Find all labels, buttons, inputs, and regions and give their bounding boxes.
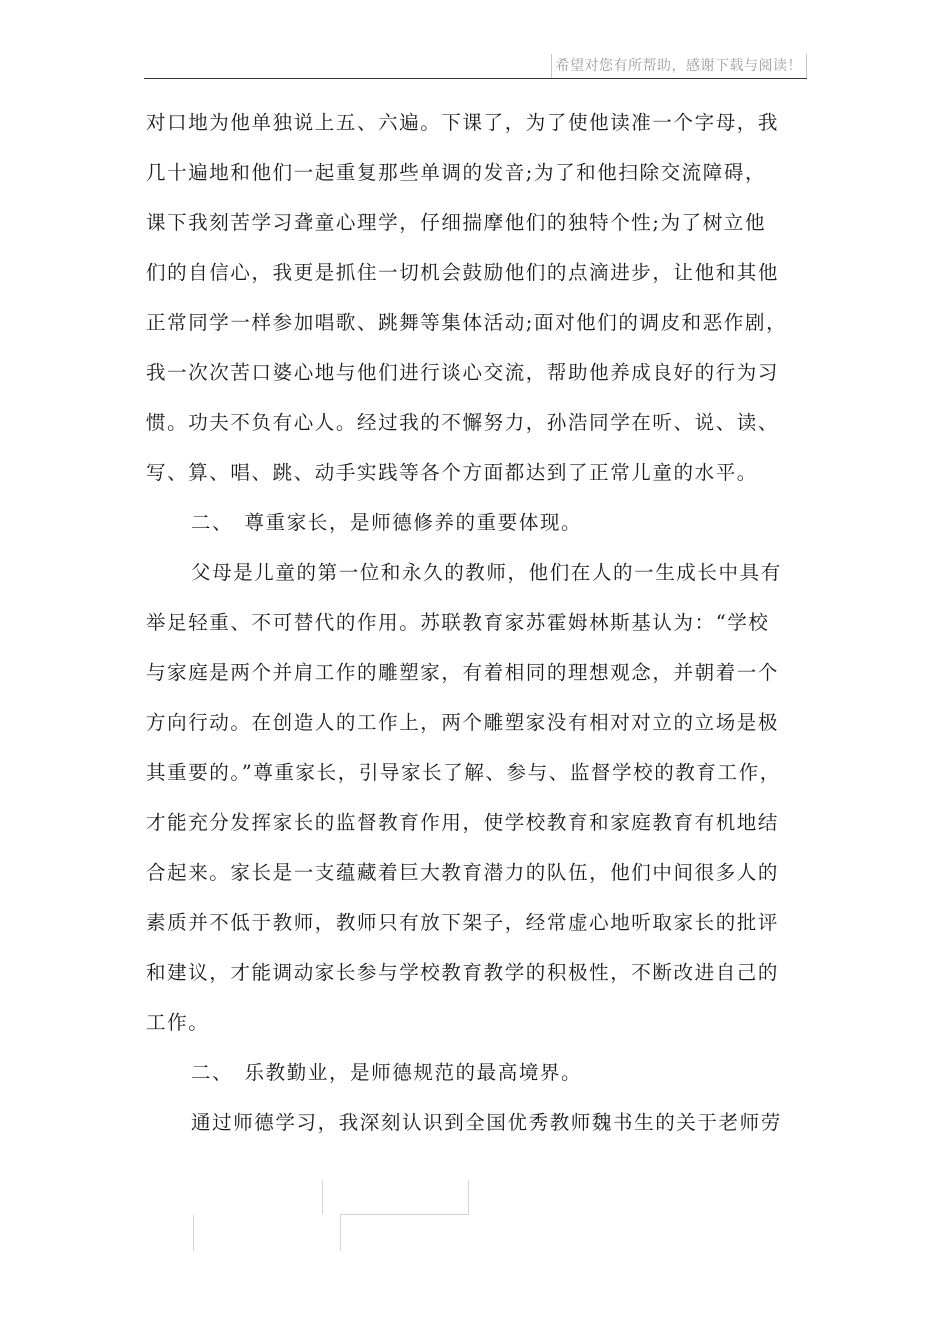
paragraph-line: 对口地为他单独说上五、六遍。下课了，为了使他读准一个字母，我 (146, 111, 780, 134)
frame-line (468, 1180, 469, 1214)
paragraph-line: 父母是儿童的第一位和永久的教师，他们在人的一生成长中具有 (191, 561, 782, 584)
paragraph-line: 合起来。家长是一支蕴藏着巨大教育潜力的队伍，他们中间很多人的 (146, 861, 780, 884)
header-rule (144, 78, 807, 79)
paragraph-line: 惯。功夫不负有心人。经过我的不懈努力，孙浩同学在听、说、读、 (146, 411, 780, 434)
paragraph-line: 其重要的。”尊重家长，引导家长了解、参与、监督学校的教育工作， (146, 761, 781, 784)
paragraph-line: 与家庭是两个并肩工作的雕塑家，有着相同的理想观念，并朝着一个 (146, 661, 780, 684)
paragraph-line: 举足轻重、不可替代的作用。苏联教育家苏霍姆林斯基认为：“学校 (146, 611, 770, 634)
paragraph-line: 写、算、唱、跳、动手实践等各个方面都达到了正常儿童的水平。 (146, 461, 758, 484)
paragraph-line: 方向行动。在创造人的工作上，两个雕塑家没有相对对立的立场是极 (146, 711, 780, 734)
frame-line (340, 1214, 469, 1215)
section-heading: 二、 乐教勤业，是师德规范的最高境界。 (191, 1061, 583, 1084)
frame-line (193, 1215, 194, 1251)
paragraph-line: 我一次次苦口婆心地与他们进行谈心交流，帮助他养成良好的行为习 (146, 361, 780, 384)
document-body (146, 98, 816, 1148)
paragraph-line: 通过师德学习，我深刻认识到全国优秀教师魏书生的关于老师劳 (191, 1111, 782, 1134)
section-heading: 二、 尊重家长，是师德修养的重要体现。 (191, 511, 583, 534)
paragraph-line: 几十遍地和他们一起重复那些单调的发音;为了和他扫除交流障碍， (146, 161, 767, 184)
frame-line (322, 1180, 323, 1214)
paragraph-line: 才能充分发挥家长的监督教育作用，使学校教育和家庭教育有机地结 (146, 811, 780, 834)
paragraph-line: 素质并不低于教师，教师只有放下架子，经常虚心地听取家长的批评 (146, 911, 780, 934)
paragraph-line: 工作。 (146, 1011, 210, 1034)
paragraph-line: 正常同学一样参加唱歌、跳舞等集体活动;面对他们的调皮和恶作剧， (146, 311, 788, 334)
paragraph-line: 和建议，才能调动家长参与学校教育教学的积极性，不断改进自己的 (146, 961, 780, 984)
frame-line (340, 1215, 341, 1251)
paragraph-line: 们的自信心，我更是抓住一切机会鼓励他们的点滴进步，让他和其他 (146, 261, 780, 284)
paragraph-line: 课下我刻苦学习聋童心理学，仔细揣摩他们的独特个性;为了树立他 (146, 211, 767, 234)
header-note: 希望对您有所帮助，感谢下载与阅读！ (551, 54, 808, 78)
